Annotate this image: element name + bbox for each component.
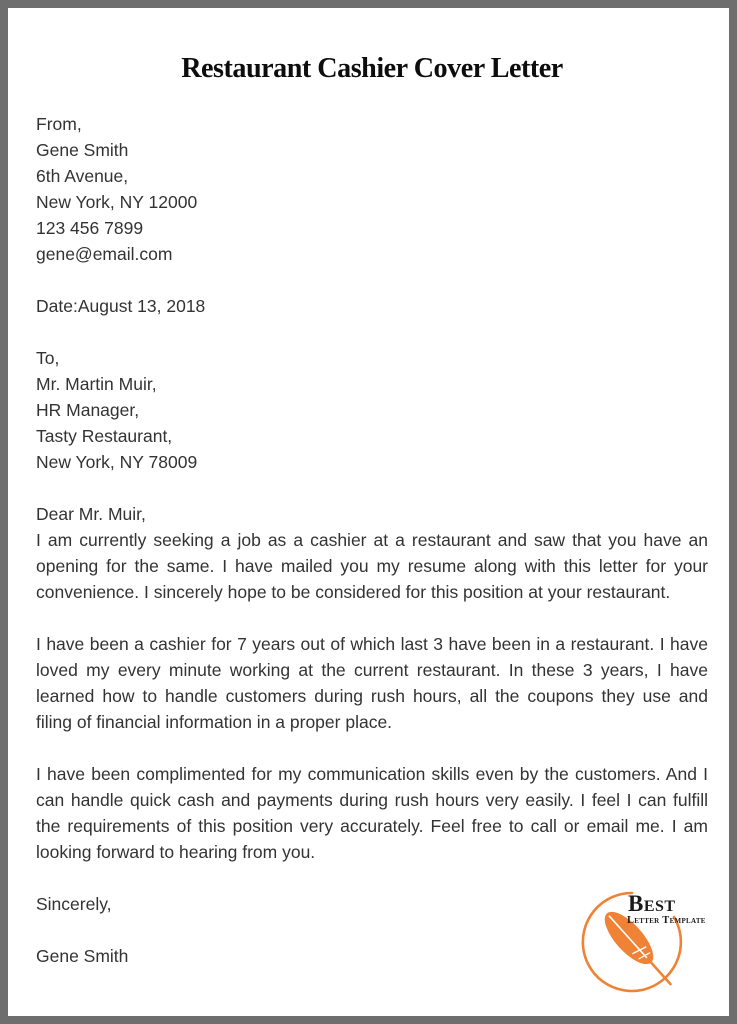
page-title: Restaurant Cashier Cover Letter — [181, 52, 563, 84]
sender-block — [36, 111, 708, 267]
recipient-role: HR Manager, — [36, 400, 140, 420]
sender-city: New York, NY 12000 — [36, 192, 198, 212]
salutation: Dear Mr. Muir, — [36, 504, 146, 524]
sender-phone: 123 456 7899 — [36, 218, 144, 238]
recipient-label: To, — [36, 348, 60, 368]
recipient-block — [36, 345, 708, 475]
letter-body — [36, 111, 708, 969]
sender-label: From, — [36, 114, 82, 134]
brand-logo — [579, 888, 711, 1000]
paragraph-2: I have been a cashier for 7 years out of which last 3 have been in a restaurant. I have loved my every minute working at the current restaurant. In these 3 years, I have learned how to handle customers during rush hours, all the coupons they use and filing of financial information in a proper place. — [36, 634, 708, 732]
paragraph-3: I have been complimented for my communication skills even by the customers. And I can handle quick cash and payments during rush hours very easily. I feel I can fulfill the requirements of this position very accurately. Feel free to call or email me. I am looking forward to hearing from you. — [36, 764, 708, 862]
paragraph-1: I am currently seeking a job as a cashier at a restaurant and saw that you have an opening for the same. I have mailed you my resume along with this letter for your convenience. I sincerely hope to be considered for this position at your restaurant. — [36, 530, 708, 602]
opening-block — [36, 501, 708, 605]
signature-name: Gene Smith — [36, 946, 129, 966]
recipient-city: New York, NY 78009 — [36, 452, 198, 472]
date-block — [36, 293, 708, 319]
recipient-company: Tasty Restaurant, — [36, 426, 173, 446]
closing: Sincerely, — [36, 894, 112, 914]
sender-street: 6th Avenue, — [36, 166, 129, 186]
sender-name: Gene Smith — [36, 140, 129, 160]
date-line: Date:August 13, 2018 — [36, 296, 206, 316]
sender-email: gene@email.com — [36, 244, 173, 264]
logo-brand-name: Best — [628, 891, 676, 916]
logo-brand-subtitle: Letter Template — [627, 915, 706, 926]
recipient-name: Mr. Martin Muir, — [36, 374, 157, 394]
